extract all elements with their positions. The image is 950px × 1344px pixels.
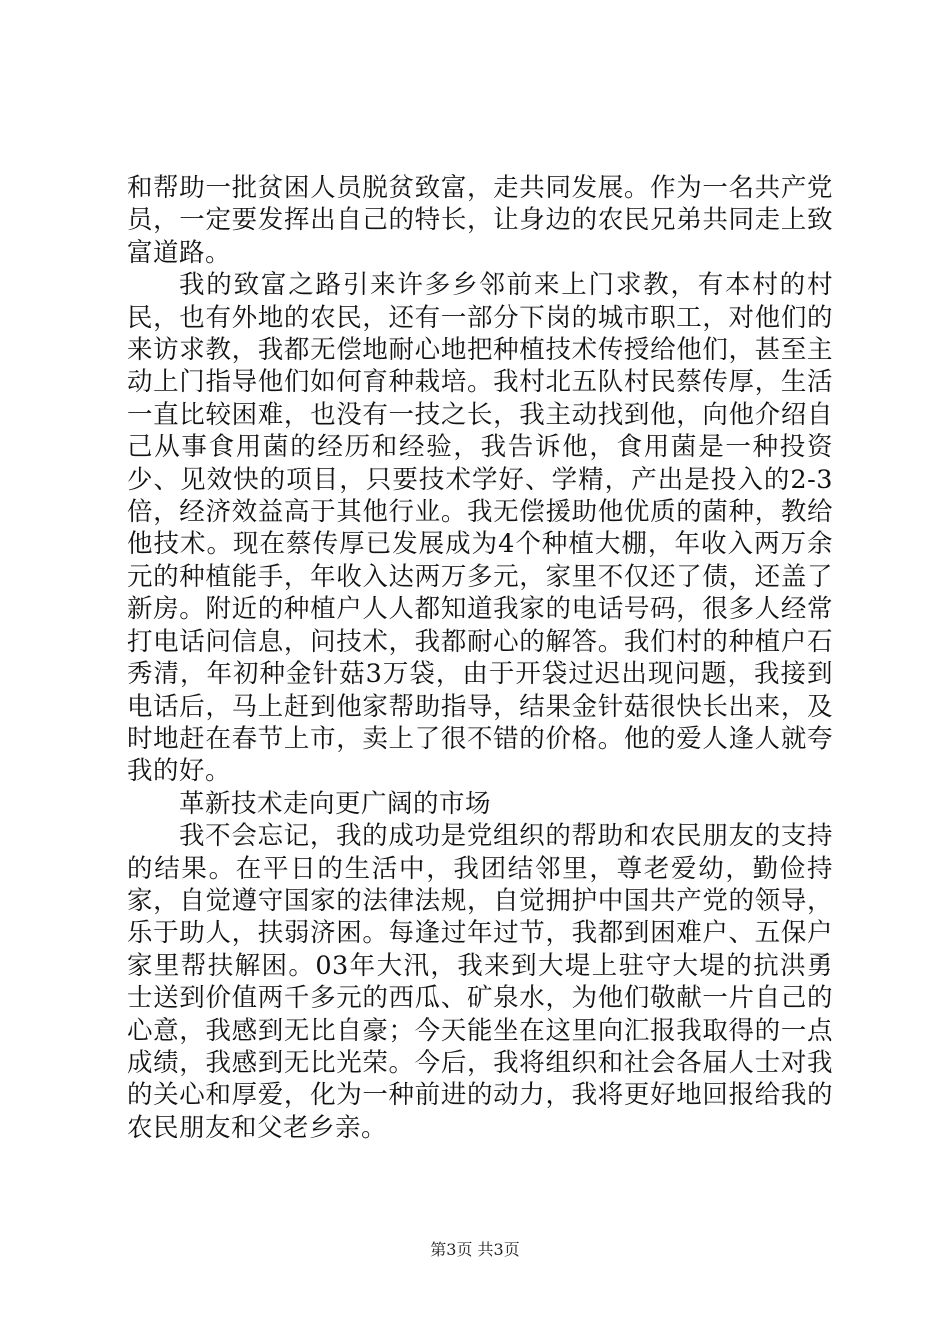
document-body (127, 172, 833, 1144)
paragraph-3: 我不会忘记，我的成功是党组织的帮助和农民朋友的支持的结果。在平日的生活中，我团结邻里，尊老爱幼，勤俭持家，自觉遵守国家的法律法规，自觉拥护中国共产党的领导，乐于助人，扶弱济困。每逢过年过节，我都到困难户、五保户家里帮扶解困。03年大汛，我来到大堤上驻守大堤的抗洪勇士送到价值两千多元的西瓜、矿泉水，为他们敬献一片自己的心意，我感到无比自豪；今天能坐在这里向汇报我取得的一点成绩，我感到无比光荣。今后，我将组织和社会各届人士对我的关心和厚爱，化为一种前进的动力，我将更好地回报给我的农民朋友和父老乡亲。 (127, 821, 833, 1143)
section-heading: 革新技术走向更广阔的市场 (179, 788, 492, 819)
paragraph-1: 和帮助一批贫困人员脱贫致富，走共同发展。作为一名共产党员，一定要发挥出自己的特长，让身边的农民兄弟共同走上致富道路。 (127, 173, 833, 268)
paragraph-2: 我的致富之路引来许多乡邻前来上门求教，有本村的村民，也有外地的农民，还有一部分下岗的城市职工，对他们的来访求教，我都无偿地耐心地把种植技术传授给他们，甚至主动上门指导他们如何育种栽培。我村北五队村民蔡传厚，生活一直比较困难，也没有一技之长，我主动找到他，向他介绍自己从事食用菌的经历和经验，我告诉他，食用菌是一种投资少、见效快的项目，只要技术学好、学精，产出是投入的2-3倍，经济效益高于其他行业。我无偿援助他优质的菌种，教给他技术。现在蔡传厚已发展成为4个种植大棚，年收入两万余元的种植能手，年收入达两万多元，家里不仅还了债，还盖了新房。附近的种植户人人都知道我家的电话号码，很多人经常打电话问信息，问技术，我都耐心的解答。我们村的种植户石秀清，年初种金针菇3万袋，由于开袋过迟出现问题，我接到电话后，马上赶到他家帮助指导，结果金针菇很快长出来，及时地赶在春节上市，卖上了很不错的价格。他的爱人逢人就夸我的好。 (127, 270, 833, 787)
page-footer: 第3页 共3页 (430, 1240, 520, 1259)
